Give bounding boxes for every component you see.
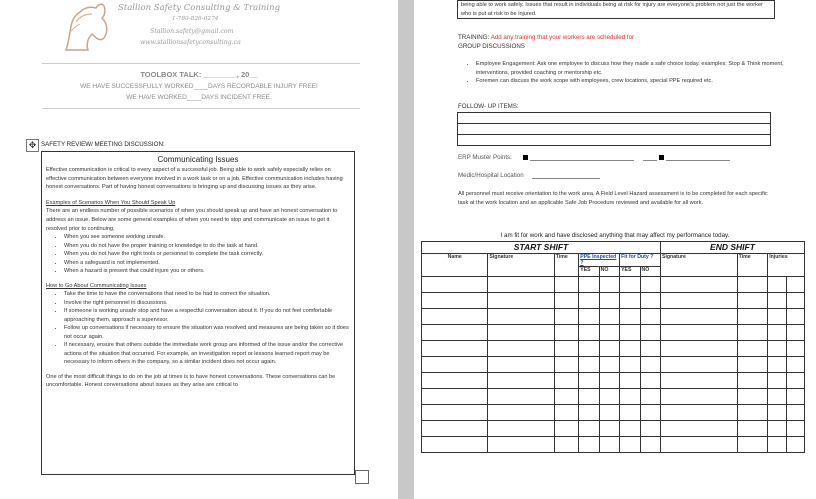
table-cell[interactable] <box>786 389 804 405</box>
list-item: • Involve the right personnel in discussions. <box>64 299 350 308</box>
list-item: • When a safeguard is not implemented. <box>64 259 350 268</box>
table-cell[interactable] <box>768 389 786 405</box>
table-row <box>422 277 805 293</box>
erp-marker-2 <box>659 155 664 160</box>
list-item: • If necessary, ensure that others outside the immediate work group are informed of the issue and/or the corrective actions of the situation that occurred. For example, an investigation report or lessons learned report may be necessary to inform others in the company, so a similar incident does not occur again. <box>64 341 350 367</box>
table-cell[interactable] <box>422 405 488 421</box>
table-cell[interactable] <box>488 341 554 357</box>
list-item: • When a hazard is present that could injure you or others. <box>64 267 350 276</box>
col-name: Name <box>422 254 488 277</box>
company-email: Stallion.safety@gmail.com <box>150 28 234 35</box>
list-item: • Employee Engagement: Ask one employee to discuss how they made a safe choice today. examples: Stop & Think moment, interventions, provided coaching or mentorship etc. <box>476 60 786 77</box>
table-cell[interactable] <box>554 389 579 405</box>
table-cell[interactable] <box>768 325 786 341</box>
table-cell[interactable] <box>554 405 579 421</box>
table-cell[interactable] <box>640 293 660 309</box>
table-cell[interactable] <box>737 373 768 389</box>
orientation-text: All personnel must receive orientation to the work area. A Field Level Hazard assessment is to be completed for each specific task at the work location and an applicable Safe Job Procedure reviewed and available for all work. <box>458 191 768 206</box>
sign-in-table <box>421 241 805 453</box>
table-cell[interactable] <box>554 277 579 293</box>
table-cell[interactable] <box>786 325 804 341</box>
table-cell[interactable] <box>640 405 660 421</box>
worked-injury-free: WE HAVE SUCCESSFULLY WORKED____DAYS RECORDABLE INJURY FREE! <box>80 83 318 90</box>
table-cell[interactable] <box>579 293 599 309</box>
followup-box[interactable] <box>457 112 771 146</box>
erp-label: ERP Muster Points: <box>458 154 512 161</box>
fit-yes: YES <box>620 267 640 277</box>
list-item: • Take the time to have the conversations that need to be had to correct the situation. <box>64 290 350 299</box>
communicating-title: Communicating Issues <box>157 155 239 164</box>
table-cell[interactable] <box>554 325 579 341</box>
page-left <box>0 0 398 499</box>
table-cell[interactable] <box>488 437 554 453</box>
table-cell[interactable] <box>737 437 768 453</box>
table-cell[interactable] <box>620 389 640 405</box>
table-cell[interactable] <box>768 309 786 325</box>
table-cell[interactable] <box>768 405 786 421</box>
table-cell[interactable] <box>579 373 599 389</box>
table-cell[interactable] <box>422 421 488 437</box>
horse-logo <box>58 2 112 54</box>
company-phone: 1-780-826-0274 <box>172 16 219 22</box>
list-item: • When you do not have the right tools or personnel to complete the task correctly. <box>64 250 350 259</box>
table-cell[interactable] <box>599 389 619 405</box>
table-cell[interactable] <box>660 389 737 405</box>
table-cell[interactable] <box>660 405 737 421</box>
how-heading: How to Go About Communicating Issues <box>46 282 147 289</box>
table-cell[interactable] <box>599 277 619 293</box>
company-website: www.stallionsafetyconsulting.ca <box>140 39 241 46</box>
table-cell[interactable] <box>768 437 786 453</box>
table-cell[interactable] <box>640 277 660 293</box>
table-cell[interactable] <box>786 309 804 325</box>
table-cell[interactable] <box>786 277 804 293</box>
followup-label: FOLLOW- UP ITEMS: <box>458 103 519 110</box>
table-cell[interactable] <box>599 357 619 373</box>
table-cell[interactable] <box>640 325 660 341</box>
table-cell[interactable] <box>640 437 660 453</box>
table-cell[interactable] <box>554 309 579 325</box>
table-cell[interactable] <box>640 341 660 357</box>
col-time-end: Time <box>737 254 768 277</box>
table-cell[interactable] <box>640 421 660 437</box>
table-row <box>422 405 805 421</box>
table-cell[interactable] <box>786 373 804 389</box>
table-cell[interactable] <box>660 437 737 453</box>
table-cell[interactable] <box>554 357 579 373</box>
table-cell[interactable] <box>422 357 488 373</box>
table-cell[interactable] <box>554 421 579 437</box>
table-cell[interactable] <box>579 309 599 325</box>
table-cell[interactable] <box>620 373 640 389</box>
table-cell[interactable] <box>620 357 640 373</box>
table-cell[interactable] <box>488 309 554 325</box>
table-row <box>422 373 805 389</box>
table-cell[interactable] <box>579 437 599 453</box>
erp-line-2[interactable] <box>643 160 657 161</box>
review-label: SAFETY REVIEW/ MEETING DISCUSSION: <box>41 141 165 148</box>
table-cell[interactable] <box>599 421 619 437</box>
table-cell[interactable] <box>554 437 579 453</box>
table-cell[interactable] <box>554 373 579 389</box>
table-cell[interactable] <box>660 277 737 293</box>
table-row <box>422 437 805 453</box>
how-list <box>46 290 350 367</box>
table-cell[interactable] <box>737 293 768 309</box>
table-cell[interactable] <box>786 293 804 309</box>
examples-heading: Examples of Scenarios When You Should Speak Up <box>46 199 176 206</box>
table-cell[interactable] <box>737 341 768 357</box>
medic-label: Medic/Hospital Location <box>458 172 524 179</box>
table-cell[interactable] <box>579 325 599 341</box>
table-cell[interactable] <box>660 341 737 357</box>
col-ppe: PPE Inspected ? <box>579 254 620 267</box>
table-cell[interactable] <box>620 405 640 421</box>
table-cell[interactable] <box>579 421 599 437</box>
table-cell[interactable] <box>620 277 640 293</box>
start-shift-header: START SHIFT <box>422 242 661 254</box>
company-name: Stallion Safety Consulting & Training <box>118 3 281 13</box>
col-signature-end: Signature <box>660 254 737 277</box>
table-cell[interactable] <box>599 325 619 341</box>
table-row <box>422 293 805 309</box>
table-cell[interactable] <box>640 389 660 405</box>
table-cell[interactable] <box>620 293 640 309</box>
end-shift-header: END SHIFT <box>660 242 804 254</box>
table-cell[interactable] <box>422 373 488 389</box>
table-cell[interactable] <box>660 325 737 341</box>
table-cell[interactable] <box>737 389 768 405</box>
intro-paragraph: Effective communication is critical to every aspect of a successful job. Being able to work safely especially relies on effective communication between everyone involved in a work task or on a job. Effective communication includes having honest conversations. Part of having honest conversations is bringing up and discussing issues as they arise. <box>46 167 343 191</box>
table-cell[interactable] <box>620 325 640 341</box>
table-cell[interactable] <box>579 389 599 405</box>
erp-line-3[interactable] <box>666 160 730 161</box>
table-cell[interactable] <box>737 309 768 325</box>
table-cell[interactable] <box>554 293 579 309</box>
table-row <box>422 309 805 325</box>
table-cell[interactable] <box>422 437 488 453</box>
table-cell[interactable] <box>488 389 554 405</box>
header-divider-2 <box>42 108 360 109</box>
table-cell[interactable] <box>660 293 737 309</box>
table-cell[interactable] <box>660 309 737 325</box>
continued-text-box <box>457 0 775 19</box>
table-cell[interactable] <box>599 373 619 389</box>
header-divider <box>42 63 360 64</box>
table-cell[interactable] <box>599 437 619 453</box>
list-item: • Foremen can discuss the work scope with employees, crew locations, special PPE required etc. <box>476 77 786 86</box>
table-cell[interactable] <box>660 421 737 437</box>
table-cell[interactable] <box>599 309 619 325</box>
table-cell[interactable] <box>640 357 660 373</box>
training-note: Add any training that your workers are scheduled for <box>490 34 635 41</box>
table-cell[interactable] <box>786 421 804 437</box>
table-cell[interactable] <box>422 309 488 325</box>
ppe-yes: YES <box>579 267 599 277</box>
table-cell[interactable] <box>786 405 804 421</box>
table-cell[interactable] <box>786 437 804 453</box>
examples-intro: There are an endless number of possible scenarios of when you should speak up and have an honest conversation to address an issue. Below are some general examples of when you need to stop and communicate an issue to get it resolved prior to continuing. <box>46 208 338 232</box>
table-cell[interactable] <box>620 309 640 325</box>
table-cell[interactable] <box>640 373 660 389</box>
erp-marker-1 <box>523 155 528 160</box>
table-cell[interactable] <box>488 405 554 421</box>
table-cell[interactable] <box>422 325 488 341</box>
resize-handle[interactable] <box>355 470 369 484</box>
table-cell[interactable] <box>737 325 768 341</box>
table-cell[interactable] <box>579 277 599 293</box>
continued-text: being able to work safely. Issues that result in individuals being at risk for injury are everyone's problem not just the worker who is put at risk to be injured. <box>461 2 763 17</box>
table-cell[interactable] <box>768 293 786 309</box>
table-cell[interactable] <box>620 421 640 437</box>
table-cell[interactable] <box>768 341 786 357</box>
table-cell[interactable] <box>640 309 660 325</box>
training-label: TRAINING: <box>458 34 490 41</box>
table-row <box>422 421 805 437</box>
list-item: • If someone is working unsafe stop and have a respectful conversation about it. If you do not feel comfortable approaching them, approach a supervisor. <box>64 307 350 324</box>
table-cell[interactable] <box>488 421 554 437</box>
table-row <box>422 389 805 405</box>
medic-line[interactable] <box>532 178 600 179</box>
table-cell[interactable] <box>422 277 488 293</box>
toolbox-title: TOOLBOX TALK: ________, 20__ <box>140 70 258 79</box>
table-cell[interactable] <box>579 341 599 357</box>
table-cell[interactable] <box>620 437 640 453</box>
col-signature: Signature <box>488 254 554 277</box>
fit-statement: I am fit for work and have disclosed anything that may affect my performance today. <box>500 232 730 239</box>
table-cell[interactable] <box>599 405 619 421</box>
training-line <box>458 34 634 41</box>
table-cell[interactable] <box>599 341 619 357</box>
table-cell[interactable] <box>579 357 599 373</box>
table-cell[interactable] <box>422 341 488 357</box>
list-item: • When you see someone working unsafe. <box>64 233 350 242</box>
fit-no: NO <box>640 267 660 277</box>
group-discussion-list <box>458 60 786 86</box>
list-item: • Follow up conversations if necessary to ensure the situation was resolved and measures are being taken so it does not occur again. <box>64 324 350 341</box>
worked-incident-free: WE HAVE WORKED____DAYS INCIDENT FREE. <box>126 94 272 101</box>
col-injuries: Injuries <box>768 254 805 277</box>
table-cell[interactable] <box>488 373 554 389</box>
table-cell[interactable] <box>620 341 640 357</box>
discussion-box <box>41 151 355 475</box>
table-cell[interactable] <box>768 373 786 389</box>
erp-line-1[interactable] <box>530 160 634 161</box>
table-row <box>422 341 805 357</box>
table-cell[interactable] <box>786 357 804 373</box>
table-cell[interactable] <box>768 277 786 293</box>
table-cell[interactable] <box>768 357 786 373</box>
table-cell[interactable] <box>488 293 554 309</box>
table-cell[interactable] <box>579 405 599 421</box>
col-fit: Fit for Duty ? <box>620 254 661 267</box>
examples-list <box>46 233 350 276</box>
table-cell[interactable] <box>599 293 619 309</box>
table-cell[interactable] <box>422 293 488 309</box>
closing-paragraph: One of the most difficult things to do on the job at times is to have honest conversations. These conversations can be uncomfortable. Honest conversations about issues as they arise are critical to <box>46 373 336 389</box>
list-item: • When you do not have the proper training or knowledge to do the task at hand. <box>64 242 350 251</box>
table-cell[interactable] <box>554 341 579 357</box>
move-handle-icon[interactable]: ✥ <box>26 139 39 152</box>
table-row <box>422 357 805 373</box>
table-cell[interactable] <box>737 357 768 373</box>
ppe-no: NO <box>599 267 619 277</box>
col-time: Time <box>554 254 579 277</box>
table-cell[interactable] <box>786 341 804 357</box>
table-cell[interactable] <box>422 389 488 405</box>
table-cell[interactable] <box>768 421 786 437</box>
empty-rows <box>422 277 805 453</box>
page-right <box>414 0 816 499</box>
table-cell[interactable] <box>660 373 737 389</box>
group-discussions-label: GROUP DISCUSSIONS <box>458 43 525 50</box>
table-cell[interactable] <box>737 405 768 421</box>
table-cell[interactable] <box>737 277 768 293</box>
table-row <box>422 325 805 341</box>
table-cell[interactable] <box>488 325 554 341</box>
table-cell[interactable] <box>660 357 737 373</box>
table-cell[interactable] <box>488 357 554 373</box>
table-cell[interactable] <box>488 277 554 293</box>
table-cell[interactable] <box>737 421 768 437</box>
